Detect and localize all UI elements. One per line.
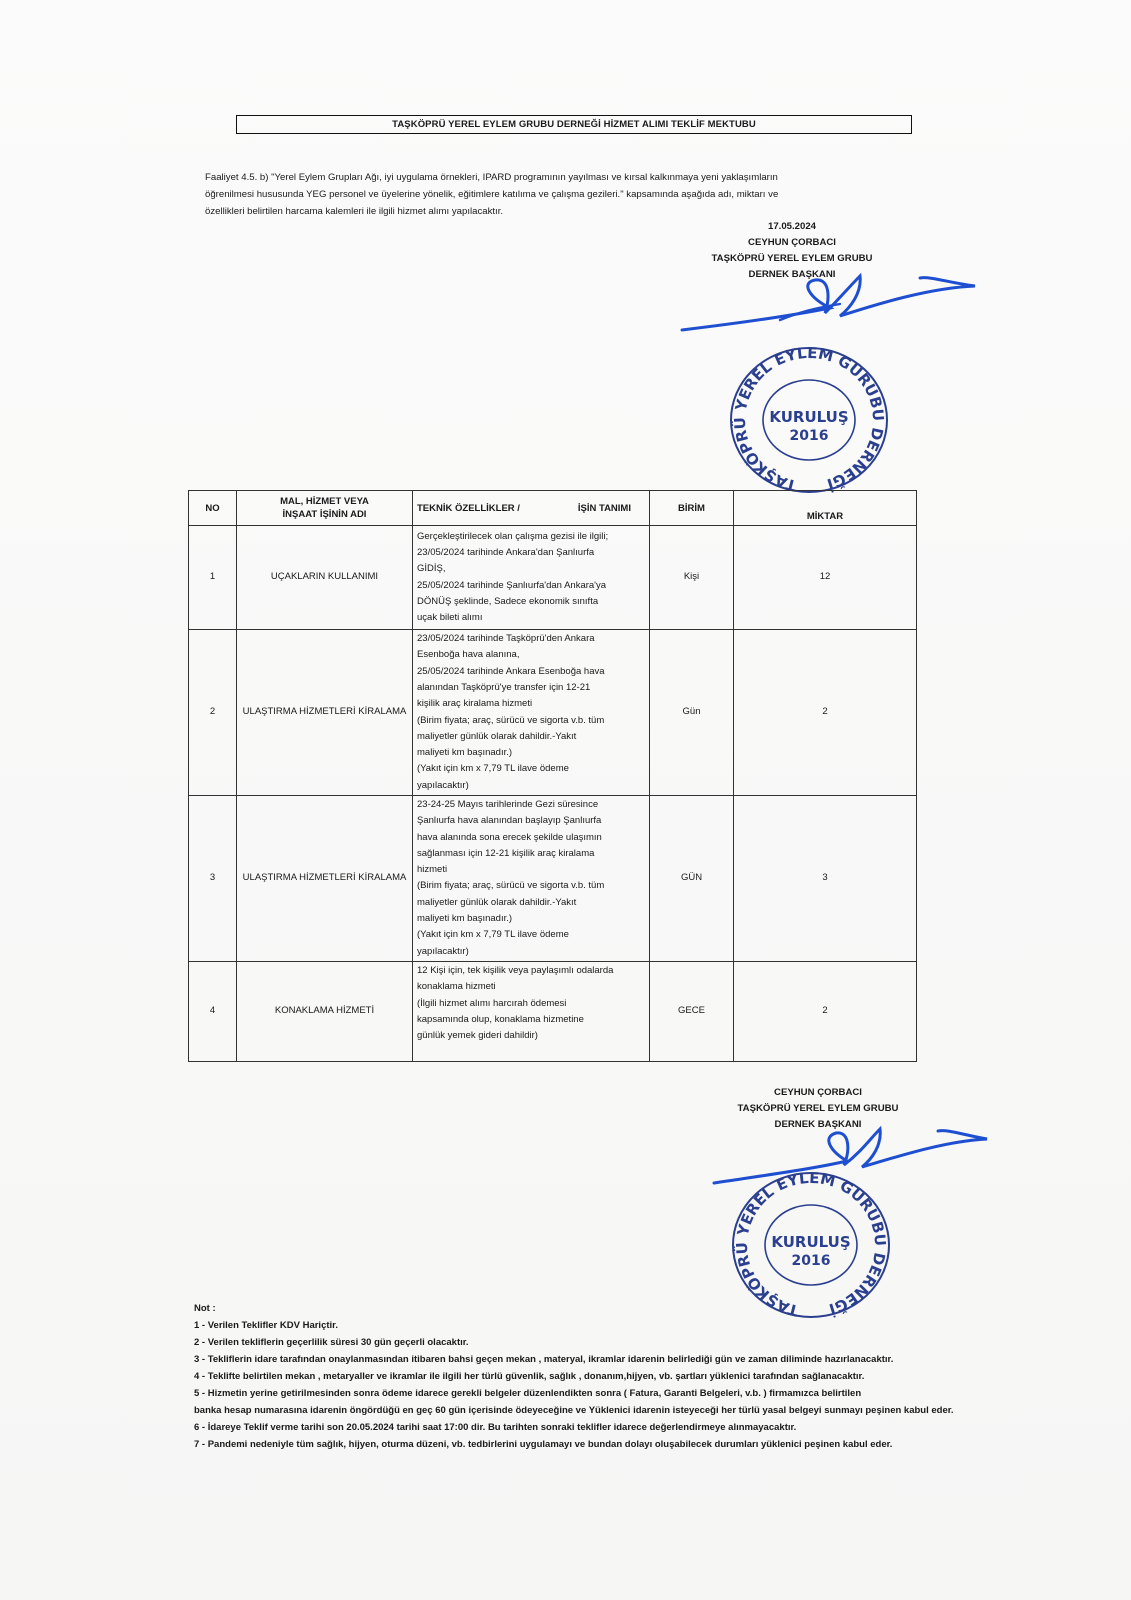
spec-line: alanından Taşköprü'ye transfer için 12-21 [417, 681, 591, 693]
spec-line: günlük yemek gideri dahildir) [417, 1030, 538, 1042]
stamp-center-line1: KURULUŞ [771, 1233, 851, 1251]
notes-heading: Not : [194, 1303, 216, 1314]
note-item: 5 - Hizmetin yerine getirilmesinden sonra ödeme idarece gerekli belgeler düzenlendikten sonra ( Fatura, Garanti Belgeleri, v.b. ) firmamızca belirtilen [194, 1388, 862, 1399]
signer-role: DERNEK BAŞKANI [748, 269, 836, 280]
table-row [189, 796, 917, 962]
note-item: 1 - Verilen Teklifler KDV Hariçtir. [194, 1320, 338, 1331]
signer-org: TAŞKÖPRÜ YEREL EYLEM GRUBU [711, 253, 873, 264]
row-name: UÇAKLARIN KULLANIMI [237, 526, 413, 630]
spec-line: maliyetler günlük olarak dahildir.-Yakıt [417, 730, 577, 742]
spec-line: konaklama hizmeti [417, 981, 496, 993]
header-unit: BİRİM [650, 491, 734, 526]
spec-line: uçak bileti alımı [417, 612, 483, 624]
intro-line: öğrenilmesi hususunda YEG personel ve üyelerine yönelik, eğitimlere katılıma ve çalışma gezileri." kapsamında aşağıda adı, miktarı ve [205, 189, 779, 200]
note-item: 2 - Verilen tekliflerin geçerlilik süresi 30 gün geçerli olacaktır. [194, 1337, 469, 1348]
spec-line: sağlanması için 12-21 kişilik araç kiralama [417, 847, 595, 859]
spec-line: 23/05/2024 tarihinde Taşköprü'den Ankara [417, 633, 595, 645]
stamp-ring-text: TAŞKÖPRÜ YEREL EYLEM GURUBU DERNEĞİ [732, 1169, 890, 1319]
stamp-center-line2: 2016 [791, 1253, 831, 1269]
table-row [189, 526, 917, 630]
header-qty: MİKTAR [734, 491, 917, 526]
row-no: 1 [189, 526, 237, 630]
row-unit: GECE [650, 961, 734, 1061]
spec-line: hava alanında sona erecek şekilde ulaşımın [417, 831, 602, 843]
header-spec-left: TEKNİK ÖZELLİKLER / [417, 502, 520, 514]
stamp-bottom [728, 1169, 894, 1319]
spec-line: yapılacaktır) [417, 945, 469, 957]
spec-line: (Yakıt için km x 7,79 TL ilave ödeme [417, 929, 569, 941]
header-name-line2: İNŞAAT İŞİNİN ADI [282, 509, 367, 520]
table-row [189, 961, 917, 1061]
signer-org: TAŞKÖPRÜ YEREL EYLEM GRUBU [737, 1103, 899, 1114]
signer-date: 17.05.2024 [767, 221, 816, 232]
stamp-top [726, 344, 892, 494]
row-spec [413, 526, 650, 630]
row-qty: 3 [734, 796, 917, 962]
header-spec [413, 491, 650, 526]
signer-role: DERNEK BAŞKANI [774, 1119, 862, 1130]
header-spec-right: İŞİN TANIMI [577, 502, 631, 514]
spec-line: 25/05/2024 tarihinde Şanlıurfa'dan Ankara'ya [417, 579, 607, 591]
signer-name: CEYHUN ÇORBACI [748, 237, 836, 248]
note-item: 3 - Tekliflerin idare tarafından onaylanmasından itibaren bahsi geçen mekan , materyal, ikramlar idarenin belirlediği gün ve zaman diliminde hazırlanacaktır. [194, 1354, 894, 1365]
row-spec [413, 961, 650, 1061]
header-name [237, 491, 413, 526]
spec-line: (Birim fiyata; araç, sürücü ve sigorta v.b. tüm [417, 880, 605, 892]
intro-line: özellikleri belirtilen harcama kalemleri ile ilgili hizmet alımı yapılacaktır. [205, 206, 504, 217]
row-spec [413, 796, 650, 962]
note-item: banka hesap numarasına idarenin öngördüğü en geç 60 gün içerisinde ödeyeceğine ve Yüklenici idarenin isteyeceği her türlü yasal belgeyi sunmayı peşinen kabul eder. [194, 1405, 954, 1416]
note-item: 7 - Pandemi nedeniyle tüm sağlık, hijyen, oturma düzeni, vb. tedbirlerini uygulamayı ve bundan dolayı oluşabilecek durumları yüklenici peşinen kabul eder. [194, 1439, 893, 1450]
row-unit: Kişi [650, 526, 734, 630]
note-item: 4 - Teklifte belirtilen mekan , metaryaller ve ikramlar ile ilgili her türlü güvenlik, sağlık , donanım,hijyen, vb. şartları yüklenici tarafından sağlanacaktır. [194, 1371, 865, 1382]
note-item: 6 - İdareye Teklif verme tarihi son 20.05.2024 tarihi saat 17:00 dir. Bu tarihten sonraki teklifler idarece değerlendirmeye alınmayacaktır. [194, 1422, 797, 1433]
document-title: TAŞKÖPRÜ YEREL EYLEM GRUBU DERNEĞİ HİZMET ALIMI TEKLİF MEKTUBU [236, 115, 912, 134]
header-no: NO [189, 491, 237, 526]
spec-line: GİDİŞ, [417, 563, 446, 575]
spec-line: (Yakıt için km x 7,79 TL ilave ödeme [417, 763, 569, 775]
stamp-ring-text: TAŞKÖPRÜ YEREL EYLEM GURUBU DERNEĞİ [730, 344, 888, 494]
row-qty: 2 [734, 630, 917, 796]
row-spec [413, 630, 650, 796]
spec-line: Şanlıurfa hava alanından başlayıp Şanlıurfa [417, 815, 602, 827]
items-table [188, 490, 917, 1062]
spec-line: maliyeti km başınadır.) [417, 913, 513, 925]
spec-line: DÖNÜŞ şeklinde, Sadece ekonomik sınıfta [417, 595, 599, 607]
table-row [189, 630, 917, 796]
spec-line: Gerçekleştirilecek olan çalışma gezisi ile ilgili; [417, 530, 609, 542]
row-qty: 12 [734, 526, 917, 630]
intro-line: Faaliyet 4.5. b) "Yerel Eylem Grupları Ağı, iyi uygulama örnekleri, IPARD programının yayılması ve kırsal kalkınmaya yeni yaklaşımların [205, 172, 778, 183]
row-name: ULAŞTIRMA HİZMETLERİ KİRALAMA [237, 630, 413, 796]
row-no: 4 [189, 961, 237, 1061]
spec-line: Esenboğa hava alanına, [417, 649, 520, 661]
spec-line: (İlgili hizmet alımı harcırah ödemesi [417, 997, 567, 1009]
stamp-center-line1: KURULUŞ [769, 408, 849, 426]
header-name-line1: MAL, HİZMET VEYA [280, 496, 369, 507]
row-name: ULAŞTIRMA HİZMETLERİ KİRALAMA [237, 796, 413, 962]
spec-line: kapsamında olup, konaklama hizmetine [417, 1013, 584, 1025]
intro-paragraph [205, 169, 925, 220]
spec-line: maliyetler günlük olarak dahildir.-Yakıt [417, 896, 577, 908]
table-header-row [189, 491, 917, 526]
spec-line: yapılacaktır) [417, 779, 469, 791]
spec-line: 23/05/2024 tarihinde Ankara'dan Şanlıurfa [417, 546, 595, 558]
signature-top [680, 268, 980, 348]
spec-line: kişilik araç kiralama hizmeti [417, 698, 533, 710]
spec-line: (Birim fiyata; araç, sürücü ve sigorta v.b. tüm [417, 714, 605, 726]
spec-line: maliyeti km başınadır.) [417, 747, 513, 759]
row-name: KONAKLAMA HİZMETİ [237, 961, 413, 1061]
row-no: 3 [189, 796, 237, 962]
signer-name: CEYHUN ÇORBACI [774, 1087, 862, 1098]
notes-section [194, 1300, 1074, 1453]
stamp-center-line2: 2016 [789, 428, 829, 444]
spec-line: 12 Kişi için, tek kişilik veya paylaşımlı odalarda [417, 964, 614, 976]
spec-line: 23-24-25 Mayıs tarihlerinde Gezi süresince [417, 799, 599, 810]
row-unit: GÜN [650, 796, 734, 962]
row-unit: Gün [650, 630, 734, 796]
row-no: 2 [189, 630, 237, 796]
row-qty: 2 [734, 961, 917, 1061]
spec-line: 25/05/2024 tarihinde Ankara Esenboğa hava [417, 665, 605, 677]
spec-line: hizmeti [417, 864, 448, 876]
